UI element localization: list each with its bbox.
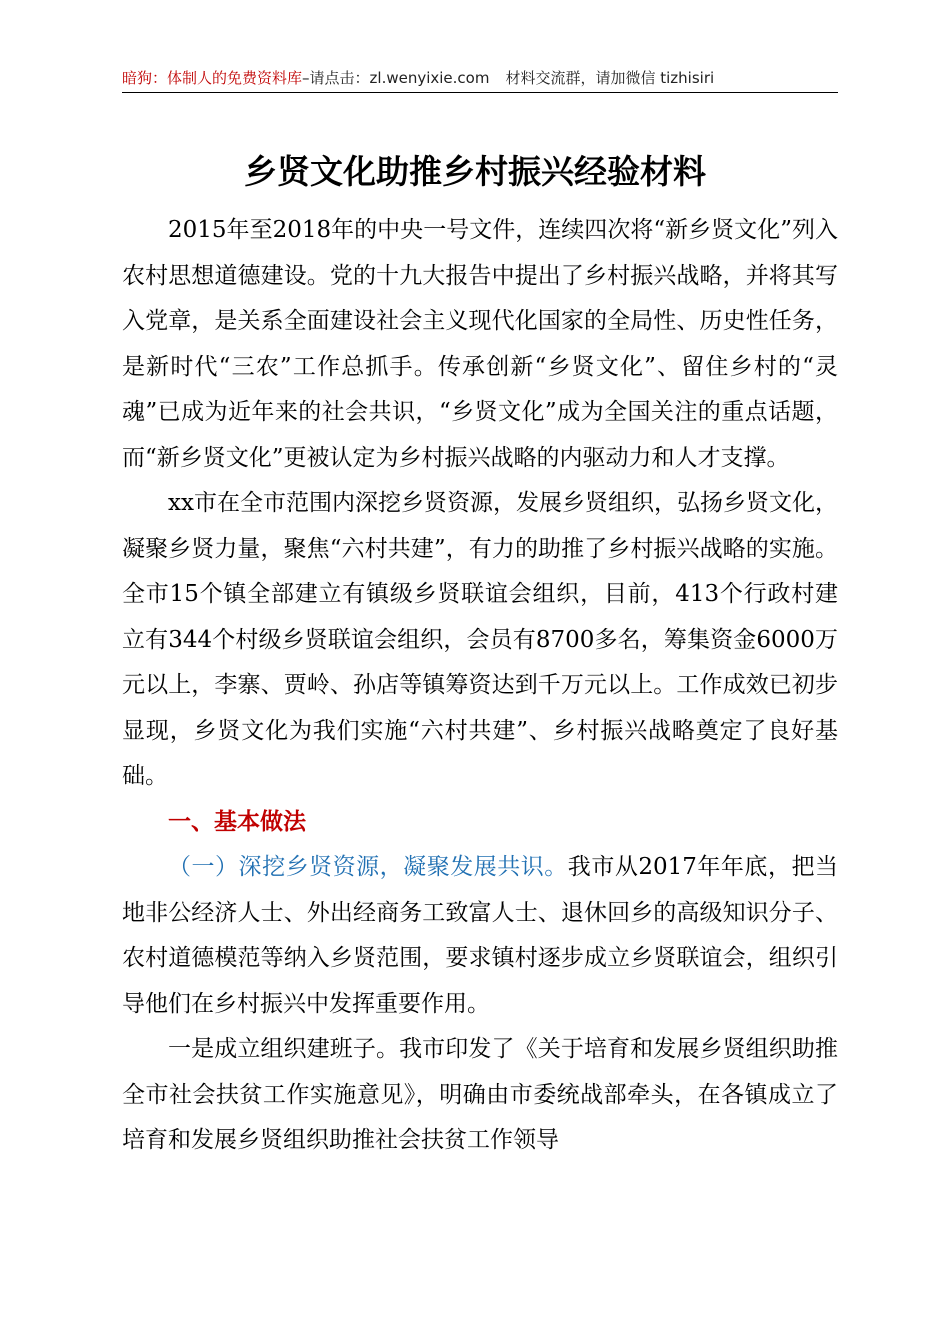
paragraph-intro: 2015年至2018年的中央一号文件，连续四次将“新乡贤文化”列入农村思想道德建设。党的十九大报告中提出了乡村振兴战略，并将其写入党章，是关系全面建设社会主义现代化国家的全局性、历史性任务，是新时代“三农”工作总抓手。传承创新“乡贤文化”、留住乡村的“灵魂”已成为近年来的社会共识，“乡贤文化”成为全国关注的重点话题，而“新乡贤文化”更被认定为乡村振兴战略的内驱动力和人才支撑。 <box>122 217 838 471</box>
subsection-heading: （一）深挖乡贤资源，凝聚发展共识。 <box>168 854 568 880</box>
subsection-text: 我市从2017年年底，把当地非公经济人士、外出经商务工致富人士、退休回乡的高级知识分子、农村道德模范等纳入乡贤范围，要求镇村逐步成立乡贤联谊会，组织引导他们在乡村振兴中发挥重要作用。 <box>122 854 838 1017</box>
header-divider <box>122 92 838 93</box>
document-title: 乡贤文化助推乡村振兴经验材料 <box>244 152 706 191</box>
header-click-prompt: –请点击： <box>302 69 370 87</box>
header-promo: 暗狗：体制人的免费资料库 <box>122 69 303 87</box>
header-wechat-note: 材料交流群，请加微信 tizhisiri <box>505 69 715 87</box>
header-url-link[interactable]: zl.wenyixie.com <box>369 69 490 87</box>
paragraph-city-overview: xx市在全市范围内深挖乡贤资源，发展乡贤组织，弘扬乡贤文化，凝聚乡贤力量，聚焦“六村共建”，有力的助推了乡村振兴战略的实施。全市15个镇全部建立有镇级乡贤联谊会组织，目前，413个行政村建立有344个村级乡贤联谊会组织，会员有8700多名，筹集资金6000万元以上，李寨、贾岭、孙店等镇筹资达到千万元以上。工作成效已初步显现，乡贤文化为我们实施“六村共建”、乡村振兴战略奠定了良好基础。 <box>122 490 838 789</box>
paragraph-organization: 一是成立组织建班子。我市印发了《关于培育和发展乡贤组织助推全市社会扶贫工作实施意见》，明确由市委统战部牵头，在各镇成立了培育和发展乡贤组织助推社会扶贫工作领导 <box>122 1036 838 1153</box>
page-header <box>122 66 838 92</box>
document-body <box>122 208 838 1164</box>
paragraph-subsection-1 <box>122 845 838 1027</box>
section-heading: 一、基本做法 <box>168 808 306 835</box>
